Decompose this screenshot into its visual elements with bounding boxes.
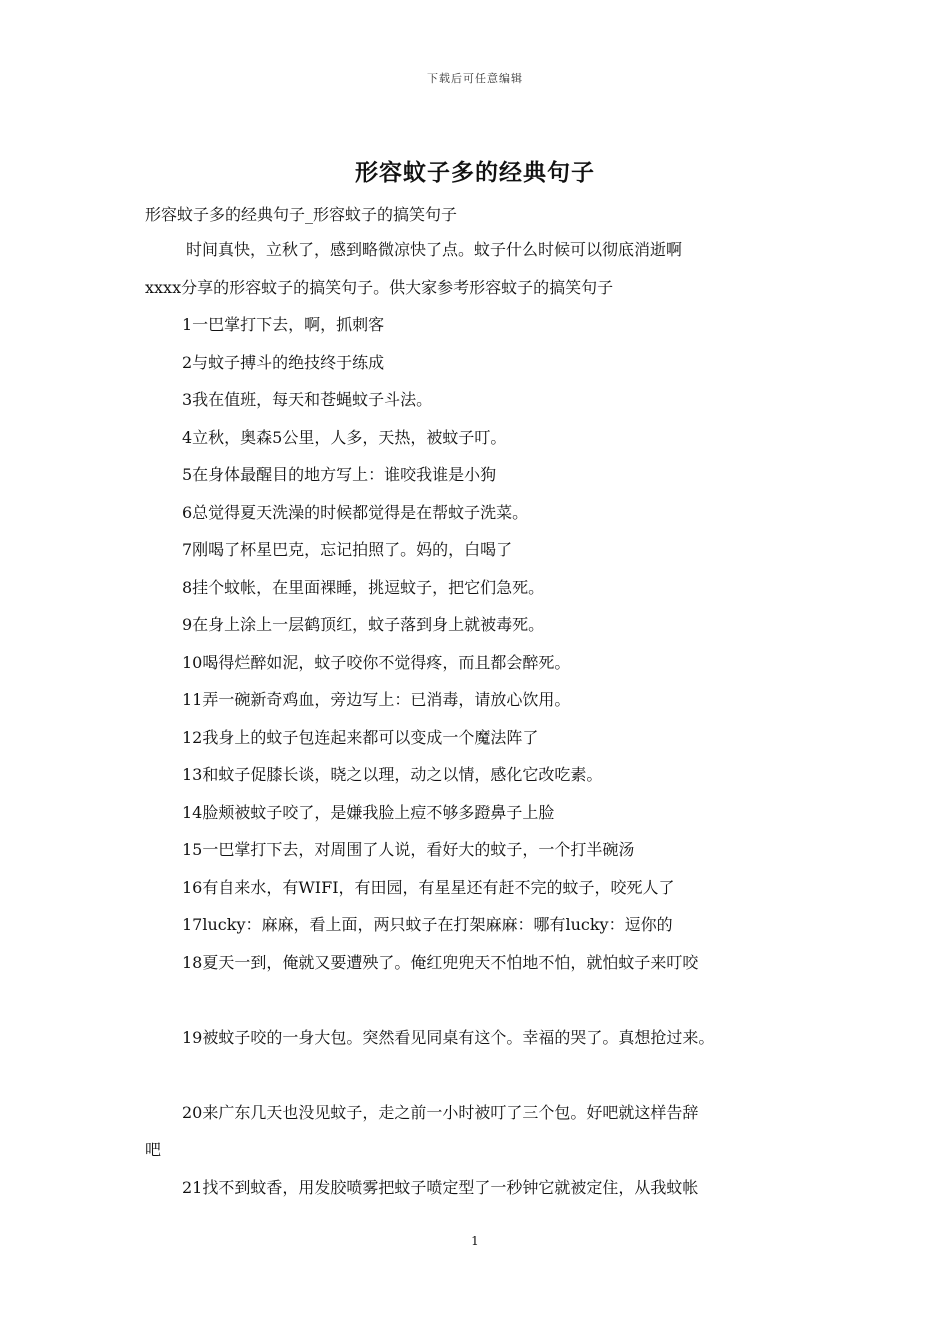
list-item: 12我身上的蚊子包连起来都可以变成一个魔法阵了	[182, 727, 539, 747]
list-item: 21找不到蚊香，用发胶喷雾把蚊子喷定型了一秒钟它就被定住，从我蚊帐	[182, 1177, 699, 1197]
header-note: 下载后可任意编辑	[427, 72, 523, 85]
list-item: 10喝得烂醉如泥，蚊子咬你不觉得疼，而且都会醉死。	[182, 652, 571, 672]
list-item: 3我在值班，每天和苍蝇蚊子斗法。	[182, 390, 433, 409]
intro-line-2: xxxx分享的形容蚊子的搞笑句子。供大家参考形容蚊子的搞笑句子	[145, 277, 614, 297]
list-item: 9在身上涂上一层鹤顶红，蚊子落到身上就被毒死。	[182, 615, 545, 634]
list-item: 18夏天一到，俺就又要遭殃了。俺红兜兜天不怕地不怕，就怕蚊子来叮咬	[182, 952, 699, 972]
list-item: 20来广东几天也没见蚊子，走之前一小时被叮了三个包。好吧就这样告辞	[182, 1102, 699, 1122]
list-item: 14脸颊被蚊子咬了，是嫌我脸上痘不够多蹬鼻子上脸	[182, 802, 555, 822]
document-title: 形容蚊子多的经典句子	[355, 159, 595, 186]
document-body	[145, 236, 817, 1211]
list-item: 17lucky：麻麻，看上面，两只蚊子在打架麻麻：哪有lucky：逗你的	[182, 915, 673, 934]
list-item: 16有自来水，有WIFI，有田园，有星星还有赶不完的蚊子，咬死人了	[182, 877, 675, 897]
list-item: 15一巴掌打下去，对周围了人说，看好大的蚊子，一个打半碗汤	[182, 840, 635, 859]
page-number: 1	[471, 1234, 479, 1248]
paragraph-gap	[145, 1061, 817, 1099]
document-subtitle: 形容蚊子多的经典句子_形容蚊子的搞笑句子	[145, 205, 458, 224]
list-item: 1一巴掌打下去，啊，抓刺客	[182, 315, 385, 334]
list-item: 6总觉得夏天洗澡的时候都觉得是在帮蚊子洗菜。	[182, 502, 529, 522]
list-item: 13和蚊子促膝长谈，晓之以理，动之以情，感化它改吃素。	[182, 765, 603, 784]
list-item: 19被蚊子咬的一身大包。突然看见同桌有这个。幸福的哭了。真想抢过来。	[182, 1027, 715, 1047]
intro-line-1: 时间真快，立秋了，感到略微凉快了点。蚊子什么时候可以彻底消逝啊	[186, 240, 683, 259]
list-item: 11弄一碗新奇鸡血，旁边写上：已消毒，请放心饮用。	[182, 690, 571, 709]
list-item: 2与蚊子搏斗的绝技终于练成	[182, 352, 385, 372]
paragraph-gap	[145, 986, 817, 1024]
list-item: 5在身体最醒目的地方写上：谁咬我谁是小狗	[182, 465, 497, 484]
list-item: 8挂个蚊帐，在里面裸睡，挑逗蚊子，把它们急死。	[182, 577, 545, 597]
list-item: 7刚喝了杯星巴克，忘记拍照了。妈的，白喝了	[182, 540, 513, 559]
list-item: 4立秋，奥森5公里，人多，天热，被蚊子叮。	[182, 427, 507, 447]
list-item-continuation: 吧	[145, 1140, 162, 1159]
